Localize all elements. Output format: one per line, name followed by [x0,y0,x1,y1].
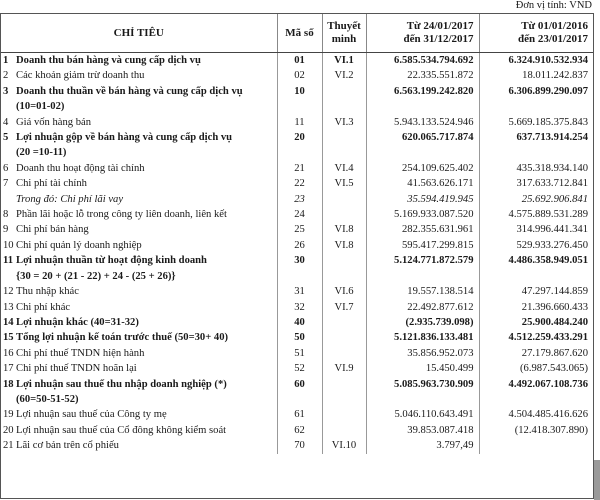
row-label: Lãi cơ bản trên cổ phiếu [16,440,119,452]
row-label-cell [1,330,277,345]
table-body [1,53,593,454]
row-label-cell [1,361,277,376]
table-row [1,238,593,253]
row-code: 20 [277,130,322,161]
row-number: 12 [3,286,14,298]
row-previous-value: 4.486.358.949.051 [508,255,588,267]
row-code: 40 [277,315,322,330]
row-label: Lợi nhuận sau thuế của Công ty mẹ [16,409,167,421]
table-row [1,423,593,438]
row-note: VI.2 [322,68,366,83]
row-number: 5 [3,132,9,144]
row-note [322,207,366,222]
row-label-cell [1,176,277,191]
row-previous-value: 25.692.906.841 [521,193,588,205]
row-label-cell [1,115,277,130]
row-number: 14 [3,316,14,328]
row-note [322,315,366,330]
table-row [1,300,593,315]
row-number: 11 [3,255,14,267]
row-code: 50 [277,330,322,345]
row-label-cell [1,84,277,115]
row-number: 13 [3,301,14,313]
table-row [1,192,593,207]
row-label: Chi phí thuế TNDN hiện hành [16,347,145,359]
table-row [1,315,593,330]
row-code: 01 [277,53,322,69]
row-code: 62 [277,423,322,438]
row-note [322,130,366,161]
row-note [322,84,366,115]
row-label-cell [1,238,277,253]
row-previous-value: 21.396.660.433 [521,301,588,313]
row-note [322,330,366,345]
table-row [1,207,593,222]
header-name: CHỈ TIÊU [1,14,277,53]
row-current-value: 5.943.133.524.946 [366,115,479,130]
row-current-value: 595.417.299.815 [366,238,479,253]
row-label-cell [1,207,277,222]
row-current-value: 35.856.952.073 [366,346,479,361]
row-label: Lợi nhuận sau thuế thu nhập doanh nghiệp (*) [16,378,227,390]
row-code: 31 [277,284,322,299]
row-label-continuation: {30 = 20 + (21 - 22) + 24 - (25 + 26)} [16,270,176,282]
row-previous-value: 47.297.144.859 [521,286,588,298]
unit-label: Đơn vị tính: VND [515,0,592,11]
table-row [1,53,593,69]
row-code: 10 [277,84,322,115]
row-previous-value: 6.324.910.532.934 [508,55,588,66]
row-note: VI.4 [322,161,366,176]
row-label-cell [1,284,277,299]
row-current-value: 19.557.138.514 [366,284,479,299]
header-note-line2: minh [331,33,357,45]
row-current-value: 6.585.534.794.692 [366,53,479,69]
row-note: VI.10 [322,438,366,453]
row-label: Lợi nhuận khác (40=31-32) [16,316,139,328]
row-number: 18 [3,378,14,390]
table-row [1,330,593,345]
row-label: Doanh thu hoạt động tài chính [16,162,145,174]
row-label: Lợi nhuận thuần từ hoạt động kinh doanh [16,255,207,267]
row-number: 16 [3,347,14,359]
table-row [1,84,593,115]
row-code: 24 [277,207,322,222]
row-current-value: 5.085.963.730.909 [366,377,479,408]
row-number: 10 [3,239,14,251]
row-code: 61 [277,407,322,422]
row-label-cell [1,315,277,330]
row-current-value: 254.109.625.402 [366,161,479,176]
row-code: 26 [277,238,322,253]
row-previous-value: (12.418.307.890) [514,424,588,436]
row-number: 15 [3,332,14,344]
row-label: Doanh thu thuần về bán hàng và cung cấp dịch vụ [16,85,243,97]
row-number: 20 [3,424,14,436]
row-previous-value: 27.179.867.620 [521,347,588,359]
row-code: 52 [277,361,322,376]
row-number: 6 [3,162,9,174]
row-label: Chi phí thuế TNDN hoãn lại [16,363,137,375]
row-code: 30 [277,253,322,284]
table-row [1,407,593,422]
row-label: Phần lãi hoặc lỗ trong công ty liên doanh, liên kết [16,209,227,221]
row-note: VI.6 [322,284,366,299]
row-previous-value: 317.633.712.841 [516,178,588,190]
row-current-value: 282.355.631.961 [366,222,479,237]
row-note: VI.5 [322,176,366,191]
row-note: VI.7 [322,300,366,315]
table-row [1,361,593,376]
row-current-value: 5.046.110.643.491 [366,407,479,422]
row-previous-value: 4.512.259.433.291 [508,332,588,344]
row-current-value: 15.450.499 [366,361,479,376]
table-row [1,115,593,130]
row-note [322,407,366,422]
row-label: Thu nhập khác [16,286,79,298]
row-previous-value [479,438,593,453]
row-label-cell [1,423,277,438]
row-previous-value: 5.669.185.375.843 [508,116,588,128]
row-number: 19 [3,409,14,421]
row-label: Chi phí tài chính [16,178,87,190]
row-current-value: 22.492.877.612 [366,300,479,315]
row-label-cell [1,438,277,453]
row-number: 8 [3,209,9,221]
row-code: 11 [277,115,322,130]
row-label-cell [1,346,277,361]
table-header-row [1,14,593,53]
row-code: 02 [277,68,322,83]
header-previous-period [479,14,593,53]
row-label: Tổng lợi nhuận kế toán trước thuế (50=30+ 40) [16,332,229,344]
row-code: 21 [277,161,322,176]
row-current-value: 35.594.419.945 [366,192,479,207]
row-code: 25 [277,222,322,237]
row-number: 1 [3,55,9,66]
row-label-cell [1,192,277,207]
row-current-value: 620.065.717.874 [366,130,479,161]
row-number: 4 [3,116,9,128]
row-current-value: 3.797,49 [366,438,479,453]
row-label-cell [1,161,277,176]
row-note [322,253,366,284]
income-statement-table-frame [0,13,594,499]
row-number: 9 [3,224,9,236]
row-previous-value: 4.504.485.416.626 [508,409,588,421]
row-note: VI.1 [322,53,366,69]
row-previous-value: 435.318.934.140 [516,162,588,174]
income-statement-table [1,14,593,454]
row-note [322,192,366,207]
row-code: 23 [277,192,322,207]
row-current-value: 5.124.771.872.579 [366,253,479,284]
row-previous-value: (6.987.543.065) [520,363,588,375]
table-row [1,438,593,453]
row-note: VI.8 [322,222,366,237]
table-row [1,176,593,191]
row-previous-value: 18.011.242.837 [522,70,588,82]
row-label-cell [1,407,277,422]
row-code: 22 [277,176,322,191]
row-label: Chi phí khác [16,301,71,313]
row-note [322,346,366,361]
header-note-line1: Thuyết [327,20,361,32]
row-current-value: 5.169.933.087.520 [366,207,479,222]
table-row [1,377,593,408]
row-number: 7 [3,178,9,190]
row-label: Giá vốn hàng bán [16,116,92,128]
row-previous-value: 6.306.899.290.097 [508,85,588,97]
row-current-value: 5.121.836.133.481 [366,330,479,345]
row-number: 17 [3,363,14,375]
row-note: VI.3 [322,115,366,130]
table-row [1,284,593,299]
row-previous-value: 637.713.914.254 [516,132,588,144]
row-code: 51 [277,346,322,361]
row-number: 3 [3,85,9,97]
header-current-period [366,14,479,53]
table-row [1,222,593,237]
row-current-value: 22.335.551.872 [366,68,479,83]
row-label: Trong đó: Chi phí lãi vay [16,193,124,205]
row-current-value: 39.853.087.418 [366,423,479,438]
header-current-line2: đến 31/12/2017 [403,33,474,45]
header-note [322,14,366,53]
row-previous-value: 4.492.067.108.736 [508,378,588,390]
row-note: VI.9 [322,361,366,376]
row-current-value: 6.563.199.242.820 [366,84,479,115]
row-label-cell [1,300,277,315]
row-label-cell [1,68,277,83]
row-label-continuation: (60=50-51-52) [16,393,79,405]
row-label-continuation: (10=01-02) [16,101,65,113]
row-code: 70 [277,438,322,453]
header-previous-line2: đến 23/01/2017 [518,33,588,45]
table-row [1,253,593,284]
row-previous-value: 314.996.441.341 [516,224,588,236]
row-label-cell [1,130,277,161]
row-previous-value: 4.575.889.531.289 [508,209,588,221]
table-row [1,68,593,83]
row-number: 21 [3,440,14,452]
row-label-cell [1,377,277,408]
row-current-value: 41.563.626.171 [366,176,479,191]
row-code: 32 [277,300,322,315]
row-note [322,423,366,438]
row-previous-value: 529.933.276.450 [516,239,588,251]
row-label: Chi phí quản lý doanh nghiệp [16,239,142,251]
table-row [1,130,593,161]
header-current-line1: Từ 24/01/2017 [406,20,474,32]
table-row [1,161,593,176]
row-current-value: (2.935.739.098) [366,315,479,330]
row-label: Chi phí bán hàng [16,224,89,236]
row-label-cell [1,222,277,237]
row-label: Lợi nhuận sau thuế của Cổ đông không kiểm soát [16,424,227,436]
row-number: 2 [3,70,9,82]
row-label-cell [1,53,277,69]
header-code: Mã số [277,14,322,53]
row-label-cell [1,253,277,284]
row-code: 60 [277,377,322,408]
row-label-continuation: (20 =10-11) [16,147,67,159]
table-row [1,346,593,361]
row-note [322,377,366,408]
row-label: Doanh thu bán hàng và cung cấp dịch vụ [16,55,201,66]
row-label: Các khoản giảm trừ doanh thu [16,70,145,82]
row-note: VI.8 [322,238,366,253]
row-label: Lợi nhuận gộp về bán hàng và cung cấp dịch vụ [16,132,233,144]
row-previous-value: 25.900.484.240 [521,316,588,328]
header-previous-line1: Từ 01/01/2016 [521,20,588,32]
scrollbar-thumb[interactable] [594,460,600,500]
